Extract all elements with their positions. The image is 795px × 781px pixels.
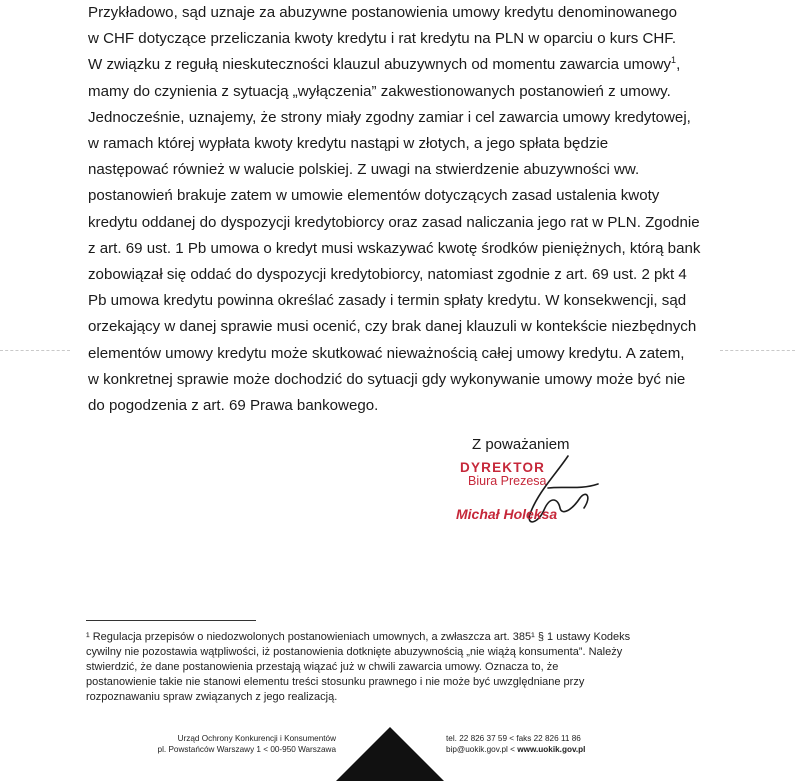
signature-block [440,432,640,532]
body-line: w konkretnej sprawie może dochodzić do sytuacji gdy wykonywanie umowy może być nie [88,370,686,388]
body-line: mamy do czynienia z sytuacją „wyłączenia” zakwestionowanych postanowień z umowy. [88,82,671,100]
scan-artifact-line [0,350,70,351]
scan-artifact-line [720,350,795,351]
body-line: Pb umowa kredytu powinna określać zasady i termin spłaty kredytu. W konsekwencji, sąd [88,292,687,310]
body-line: w CHF dotyczące przeliczania kwoty kredytu i rat kredytu na PLN w oparciu o kurs CHF. [88,30,677,48]
body-line: Jednocześnie, uznajemy, że strony miały zgodny zamiar i cel zawarcia umowy kredytowej, [88,108,691,126]
stamp-name: Michał Holeksa [456,506,558,522]
stamp-title: DYREKTOR [460,460,546,475]
body-line: do pogodzenia z art. 69 Prawa bankowego. [88,397,379,415]
footnote-marker: 1 [671,55,677,66]
body-line: kredytu oddanej do dyspozycji kredytobiorcy oraz zasad naliczania jego rat w PLN. Zgodnie [88,213,700,231]
letter-body [88,0,714,419]
footer-contact [446,733,696,755]
stamp-subtitle: Biura Prezesa [468,474,547,488]
footnote-line: rozpoznawaniu spraw związanych z jego realizacją. [86,691,338,703]
body-line: Przykładowo, sąd uznaje za abuzywne postanowienia umowy kredytu denominowanego [88,4,678,21]
body-line: elementów umowy kredytu może skutkować nieważnością całej umowy kredytu. A zatem, [88,344,685,362]
body-line: postanowień brakuje zatem w umowie elementów dotyczących zasad ustalenia kwoty [88,187,660,205]
body-line: orzekający w danej sprawie musi ocenić, czy brak danej klauzuli w kontekście niezbędnych [88,318,697,336]
footer-org-name: Urząd Ochrony Konkurencji i Konsumentów [177,734,336,743]
footnote-line: ¹ Regulacja przepisów o niedozwolonych postanowieniach umownych, a zwłaszcza art. 385¹ § 1 ustawy Kodeks [86,631,631,643]
footnote-line: stwierdzić, że dane postanowienia przestają wiązać już w chwili zawarcia umowy. Oznacza to, że [86,661,559,673]
body-line: następować również w walucie polskiej. Z uwagi na stwierdzenie abuzywności ww. [88,161,640,179]
footer-email-link[interactable]: bip@uokik.gov.pl [446,745,508,754]
footer-phone: tel. 22 826 37 59 < faks 22 826 11 86 [446,734,581,743]
body-line: z art. 69 ust. 1 Pb umowa o kredyt musi wskazywać kwotę środków pieniężnych, którą bank [88,239,701,257]
footnote [86,630,710,705]
footer-web-line [446,744,696,755]
body-line: W związku z regułą nieskuteczności klauzul abuzywnych od momentu zawarcia umowy$^1$, [88,55,681,74]
footnote-separator [86,620,256,621]
footer-separator: < [507,745,518,754]
footer-address [136,733,336,755]
body-line: zobowiązał się oddać do dyspozycji kredytobiorcy, natomiast zgodnie z art. 69 ust. 2 pkt 4 [88,266,687,284]
body-line: w ramach której wypłata kwoty kredytu nastąpi w złotych, a jego spłata będzie [88,135,609,153]
footer-website-link[interactable]: www.uokik.gov.pl [517,745,586,754]
footnote-line: postanowienie takie nie stanowi elementu treści stosunku prawnego i nie może być uwzględniane przy [86,676,585,688]
footer-street: pl. Powstańców Warszawy 1 < 00-950 Warszawa [157,745,336,754]
footnote-line: cywilny nie pozostawia wątpliwości, iż postanowienia dotknięte abuzywnością „nie wiążą konsumenta”. Należy [86,646,623,658]
closing-greeting: Z poważaniem [472,436,570,453]
